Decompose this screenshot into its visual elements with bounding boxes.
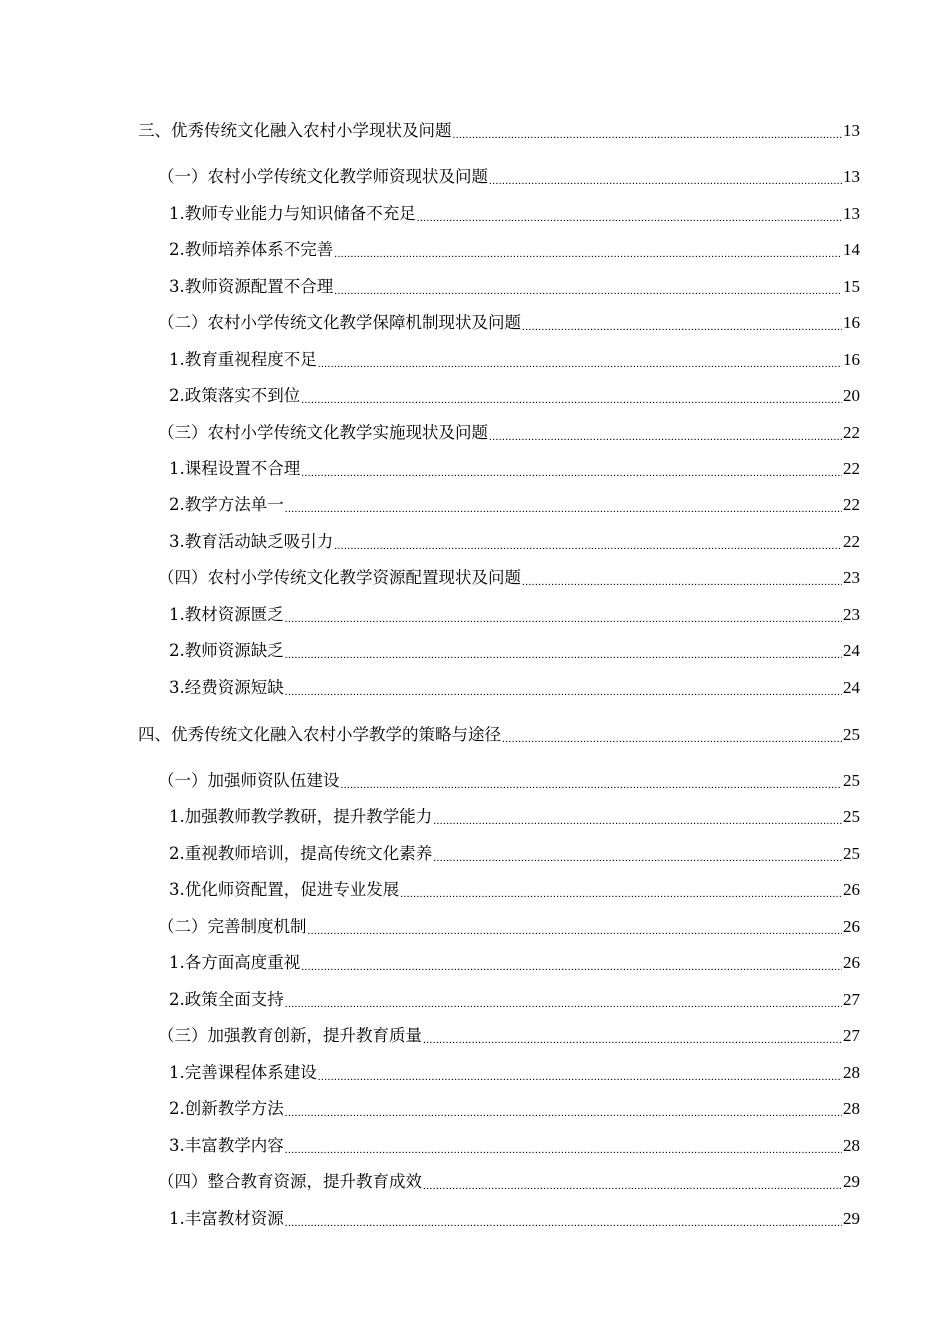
- toc-item[interactable]: [169, 600, 860, 626]
- dot-leader: [417, 203, 842, 225]
- toc-subsection[interactable]: [158, 1167, 860, 1193]
- toc-entry-title: （三）加强教育创新，提升教育质量: [158, 1026, 422, 1045]
- toc-page-number: 25: [843, 725, 860, 744]
- toc-item[interactable]: [169, 345, 860, 371]
- toc-entry-title: 2.政策全面支持: [169, 990, 284, 1009]
- dot-leader: [301, 458, 842, 480]
- dot-leader: [285, 640, 842, 662]
- toc-page-number: 13: [843, 121, 860, 140]
- toc-page-number: 20: [843, 386, 860, 405]
- toc-entry-title: 1.各方面高度重视: [169, 953, 301, 972]
- dot-leader: [502, 724, 842, 746]
- dot-leader: [423, 1171, 842, 1193]
- toc-entry-title: 三、优秀传统文化融入农村小学现状及问题: [138, 121, 452, 140]
- toc-item[interactable]: [169, 454, 860, 480]
- toc-page-number: 25: [843, 771, 860, 790]
- toc-entry-title: 1.教材资源匮乏: [169, 605, 284, 624]
- toc-entry-title: 2.教学方法单一: [169, 495, 284, 514]
- dot-leader: [318, 1062, 842, 1084]
- toc-page-number: 22: [843, 532, 860, 551]
- toc-entry-title: 2.教师培养体系不完善: [169, 240, 334, 259]
- toc-entry-title: 3.优化师资配置，促进专业发展: [169, 880, 400, 899]
- toc-subsection[interactable]: [158, 162, 860, 188]
- dot-leader: [433, 806, 842, 828]
- toc-entry-title: 3.教育活动缺乏吸引力: [169, 532, 334, 551]
- toc-page-number: 28: [843, 1063, 860, 1082]
- toc-page-number: 14: [843, 240, 860, 259]
- toc-entry-title: 2.重视教师培训，提高传统文化素养: [169, 844, 433, 863]
- toc-entry-title: 2.创新教学方法: [169, 1099, 284, 1118]
- toc-page-number: 27: [843, 1026, 860, 1045]
- toc-entry-title: 2.教师资源缺乏: [169, 641, 284, 660]
- toc-subsection[interactable]: [158, 563, 860, 589]
- toc-item[interactable]: [169, 636, 860, 662]
- toc-entry-title: 1.课程设置不合理: [169, 459, 301, 478]
- dot-leader: [489, 422, 842, 444]
- toc-item[interactable]: [169, 199, 860, 225]
- toc-entry-title: 1.丰富教材资源: [169, 1209, 284, 1228]
- toc-page-number: 28: [843, 1136, 860, 1155]
- dot-leader: [301, 385, 842, 407]
- toc-item[interactable]: [169, 985, 860, 1011]
- toc-entry-title: 1.教师专业能力与知识储备不充足: [169, 204, 416, 223]
- toc-entry-title: 1.完善课程体系建设: [169, 1063, 317, 1082]
- toc-subsection[interactable]: [158, 418, 860, 444]
- toc-page-number: 24: [843, 641, 860, 660]
- toc-item[interactable]: [169, 272, 860, 298]
- toc-entry-title: （二）完善制度机制: [158, 917, 307, 936]
- dot-leader: [285, 677, 842, 699]
- toc-entry-title: （二）农村小学传统文化教学保障机制现状及问题: [158, 313, 521, 332]
- dot-leader: [285, 494, 842, 516]
- toc-page-number: 24: [843, 678, 860, 697]
- dot-leader: [423, 1025, 842, 1047]
- toc-item[interactable]: [169, 1131, 860, 1157]
- toc-entry-title: 1.教育重视程度不足: [169, 350, 317, 369]
- dot-leader: [318, 349, 842, 371]
- dot-leader: [285, 1135, 842, 1157]
- toc-item[interactable]: [169, 1094, 860, 1120]
- toc-page-number: 28: [843, 1099, 860, 1118]
- dot-leader: [453, 120, 843, 142]
- toc-section-3[interactable]: [138, 116, 860, 142]
- toc-page-number: 26: [843, 917, 860, 936]
- toc-page-number: 22: [843, 459, 860, 478]
- toc-item[interactable]: [169, 875, 860, 901]
- dot-leader: [285, 1208, 842, 1230]
- dot-leader: [400, 879, 842, 901]
- toc-page-number: 25: [843, 844, 860, 863]
- toc-item[interactable]: [169, 673, 860, 699]
- toc-page-number: 27: [843, 990, 860, 1009]
- toc-entry-title: （四）整合教育资源，提升教育成效: [158, 1172, 422, 1191]
- toc-entry-title: 3.丰富教学内容: [169, 1136, 284, 1155]
- dot-leader: [308, 916, 843, 938]
- toc-item[interactable]: [169, 235, 860, 261]
- toc-page-number: 13: [843, 204, 860, 223]
- dot-leader: [334, 276, 842, 298]
- toc-entry-title: （一）农村小学传统文化教学师资现状及问题: [158, 167, 488, 186]
- dot-leader: [341, 770, 843, 792]
- toc-entry-title: （四）农村小学传统文化教学资源配置现状及问题: [158, 568, 521, 587]
- dot-leader: [285, 1098, 842, 1120]
- toc-entry-title: 2.政策落实不到位: [169, 386, 301, 405]
- toc-page-number: 23: [843, 568, 860, 587]
- toc-page-number: 13: [843, 167, 860, 186]
- toc-page-number: 23: [843, 605, 860, 624]
- toc-page-number: 26: [843, 880, 860, 899]
- toc-subsection[interactable]: [158, 1021, 860, 1047]
- toc-item[interactable]: [169, 839, 860, 865]
- toc-item[interactable]: [169, 1204, 860, 1230]
- dot-leader: [301, 952, 842, 974]
- toc-entry-title: 四、优秀传统文化融入农村小学教学的策略与途径: [138, 725, 501, 744]
- toc-subsection[interactable]: [158, 766, 860, 792]
- toc-item[interactable]: [169, 948, 860, 974]
- toc-page-number: 25: [843, 807, 860, 826]
- toc-entry-title: （一）加强师资队伍建设: [158, 771, 340, 790]
- dot-leader: [522, 567, 842, 589]
- toc-item[interactable]: [169, 802, 860, 828]
- toc-page-number: 22: [843, 495, 860, 514]
- toc-page-number: 15: [843, 277, 860, 296]
- toc-page-number: 16: [843, 350, 860, 369]
- toc-item[interactable]: [169, 381, 860, 407]
- toc-entry-title: 3.经费资源短缺: [169, 678, 284, 697]
- toc-page-number: 26: [843, 953, 860, 972]
- toc-entry-title: 1.加强教师教学教研，提升教学能力: [169, 807, 433, 826]
- toc-section-4[interactable]: [138, 720, 860, 746]
- dot-leader: [489, 166, 842, 188]
- toc-page-number: 22: [843, 423, 860, 442]
- dot-leader: [433, 843, 842, 865]
- dot-leader: [334, 531, 842, 553]
- dot-leader: [334, 239, 842, 261]
- dot-leader: [522, 312, 842, 334]
- toc-item[interactable]: [169, 490, 860, 516]
- dot-leader: [285, 989, 842, 1011]
- toc-item[interactable]: [169, 1058, 860, 1084]
- toc-page-number: 29: [843, 1172, 860, 1191]
- toc-subsection[interactable]: [158, 308, 860, 334]
- toc-subsection[interactable]: [158, 912, 860, 938]
- toc-item[interactable]: [169, 527, 860, 553]
- toc-entry-title: 3.教师资源配置不合理: [169, 277, 334, 296]
- dot-leader: [285, 604, 842, 626]
- toc-page-number: 16: [843, 313, 860, 332]
- toc-entry-title: （三）农村小学传统文化教学实施现状及问题: [158, 423, 488, 442]
- toc-page-number: 29: [843, 1209, 860, 1228]
